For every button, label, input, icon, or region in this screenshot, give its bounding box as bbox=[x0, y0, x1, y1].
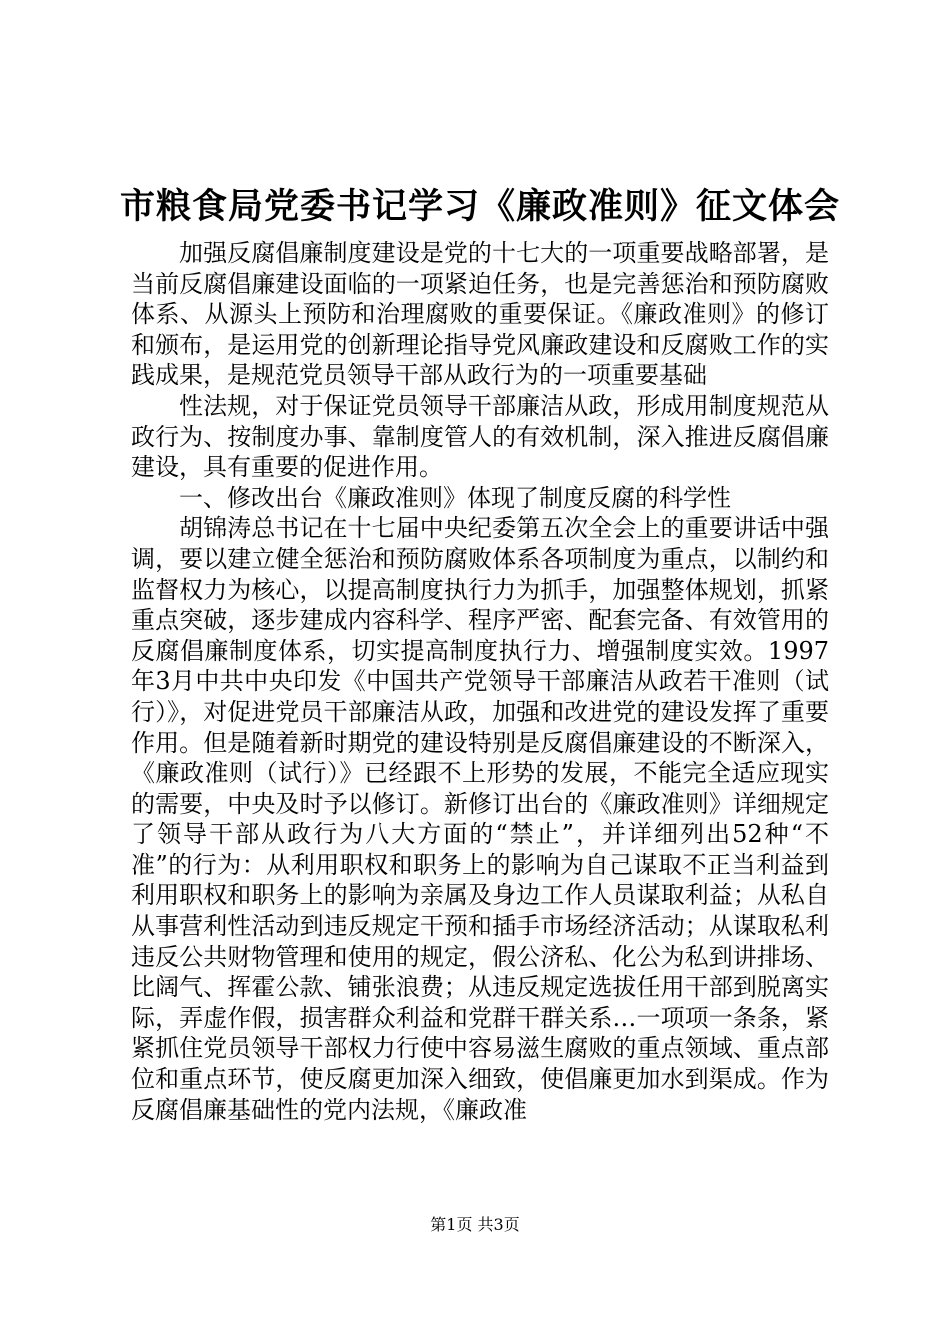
page-footer: 第1页 共3页 bbox=[430, 1215, 520, 1234]
section-heading: 一、修改出台《廉政准则》体现了制度反腐的科学性 bbox=[179, 483, 731, 512]
document-body bbox=[131, 238, 829, 1125]
paragraph: 性法规，对于保证党员领导干部廉洁从政，形成用制度规范从政行为、按制度办事、靠制度管人的有效机制，深入推进反腐倡廉建设，具有重要的促进作用。 bbox=[131, 391, 829, 482]
paragraph: 加强反腐倡廉制度建设是党的十七大的一项重要战略部署，是当前反腐倡廉建设面临的一项紧迫任务，也是完善惩治和预防腐败体系、从源头上预防和治理腐败的重要保证。《廉政准则》的修订和颁布，是运用党的创新理论指导党风廉政建设和反腐败工作的实践成果，是规范党员领导干部从政行为的一项重要基础 bbox=[131, 239, 829, 390]
paragraph: 胡锦涛总书记在十七届中央纪委第五次全会上的重要讲话中强调，要以建立健全惩治和预防腐败体系各项制度为重点，以制约和监督权力为核心，以提高制度执行力为抓手，加强整体规划，抓紧重点突破，逐步建成内容科学、程序严密、配套完备、有效管用的反腐倡廉制度体系，切实提高制度执行力、增强制度实效。1997年3月中共中央印发《中国共产党领导干部廉洁从政若干准则（试行）》，对促进党员干部廉洁从政，加强和改进党的建设发挥了重要作用。但是随着新时期党的建设特别是反腐倡廉建设的不断深入，《廉政准则（试行）》已经跟不上形势的发展，不能完全适应现实的需要，中央及时予以修订。新修订出台的《廉政准则》详细规定了领导干部从政行为八大方面的“禁止”，并详细列出52种“不准”的行为：从利用职权和职务上的影响为自己谋取不正当利益到利用职权和职务上的影响为亲属及身边工作人员谋取利益；从私自从事营利性活动到违反规定干预和插手市场经济活动；从谋取私利违反公共财物管理和使用的规定，假公济私、化公为私到讲排场、比阔气、挥霍公款、铺张浪费；从违反规定选拔任用干部到脱离实际，弄虚作假，损害群众利益和党群干群关系…一项项一条条，紧紧抓住党员领导干部权力行使中容易滋生腐败的重点领域、重点部位和重点环节，使反腐更加深入细致，使倡廉更加水到渠成。作为反腐倡廉基础性的党内法规，《廉政准 bbox=[131, 514, 829, 1124]
document-title: 市粮食局党委书记学习《廉政准则》征文体会 bbox=[120, 186, 841, 227]
